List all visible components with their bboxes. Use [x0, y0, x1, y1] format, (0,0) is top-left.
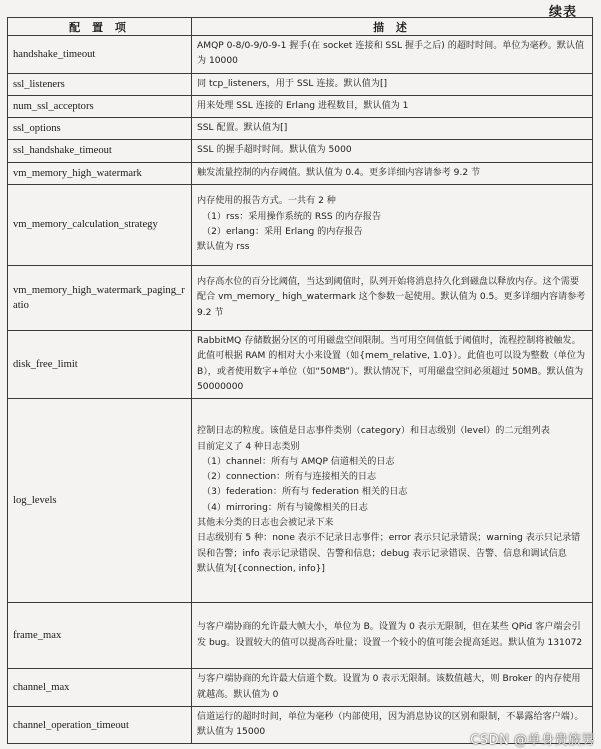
config-key-cell: ssl_handshake_timeout	[8, 140, 192, 162]
description-line: RabbitMQ 存储数据分区的可用磁盘空间限制。当可用空间值低于阈值时，流程控制将被触发。此值可根据 RAM 的相对大小来设置（如{mem_relative, 1.0}）。此值也可以设为整数（单位为 B），或者使用数字+单位（如“50MB”）。默认情况下，可用磁盘空间必须超过 50MB。默认值为 50000000	[197, 336, 586, 392]
description-line: 日志级别有 5 种：none 表示不记录日志事件；error 表示只记录错误；warning 表示只记录错误和告警；info 表示记录错误、告警和信息；debug 表示记录错误、告警、信息和调试信息	[197, 533, 581, 559]
description-line: 用来处理 SSL 连接的 Erlang 进程数目，默认值为 1	[197, 100, 409, 111]
config-key-cell: channel_operation_timeout	[8, 706, 192, 744]
description-line: 目前定义了 4 种日志类别	[197, 441, 300, 452]
description-line: 其他未分类的日志也会被记录下来	[197, 518, 334, 529]
config-key-cell: num_ssl_acceptors	[8, 95, 192, 117]
config-table	[7, 17, 593, 744]
config-description-cell	[192, 140, 593, 162]
description-line: （2）erlang：采用 Erlang 的内存报告	[202, 227, 363, 238]
description-line: 内存使用的报告方式。一共有 2 种	[197, 196, 336, 207]
config-key-cell: ssl_listeners	[8, 73, 192, 95]
description-line: （3）federation：所有与 federation 相关的日志	[202, 487, 408, 498]
description-line: （1）rss：采用操作系统的 RSS 的内存报告	[202, 211, 382, 222]
description-line: 与客户端协商的允许最大帧大小，单位为 B。设置为 0 表示无限制，但在某些 QPid 客户端会引发 bug。设置较大的值可以提高吞吐量；设置一个较小的值可能会提高延迟。默认值为 131072	[197, 622, 583, 648]
table-row	[8, 162, 593, 184]
config-description-cell	[192, 95, 593, 117]
config-description-cell	[192, 118, 593, 140]
config-description-cell	[192, 185, 593, 266]
table-row	[8, 95, 593, 117]
description-line: （1）channel：所有与 AMQP 信道相关的日志	[202, 456, 395, 467]
table-row	[8, 331, 593, 399]
description-line: 内存高水位的百分比阈值，当达到阈值时，队列开始将消息持久化到磁盘以释放内存。这个需要配合 vm_memory_ high_watermark 这个参数一起使用。默认值为 0.5。更多详细内容请参考 9.2 节	[197, 277, 586, 318]
description-line: 同 tcp_listeners，用于 SSL 连接。默认值为[]	[197, 78, 388, 89]
config-description-cell	[192, 73, 593, 95]
config-description-cell	[192, 331, 593, 399]
watermark: CSDN @单身贵族男	[470, 733, 595, 748]
table-row	[8, 399, 593, 603]
config-key-cell: vm_memory_high_watermark	[8, 162, 192, 184]
description-line: 默认值为 rss	[197, 242, 250, 253]
config-key-cell: frame_max	[8, 603, 192, 669]
description-line: 与客户端协商的允许最大信道个数。设置为 0 表示无限制。该数值越大，则 Broker 的内存使用就越高。默认值为 0	[197, 674, 581, 700]
config-key-cell: disk_free_limit	[8, 331, 192, 399]
table-row	[8, 140, 593, 162]
config-key-cell: vm_memory_calculation_strategy	[8, 185, 192, 266]
table-header-row	[8, 18, 593, 36]
continued-label: 续表	[548, 5, 577, 20]
table-row	[8, 603, 593, 669]
config-key-cell: log_levels	[8, 399, 192, 603]
header-config-item: 配 置 项	[8, 18, 192, 36]
table-row	[8, 669, 593, 707]
description-line: AMQP 0-8/0-9/0-9-1 握手(在 socket 连接和 SSL 握手之后) 的超时时间。单位为毫秒。默认值为 10000	[197, 41, 585, 67]
description-line: （2）connection：所有与连接相关的日志	[202, 472, 377, 483]
config-description-cell	[192, 603, 593, 669]
config-description-cell	[192, 669, 593, 707]
config-key-cell: vm_memory_high_watermark_paging_ratio	[8, 266, 192, 331]
description-line: SSL 的握手超时时间。默认值为 5000	[197, 145, 352, 156]
description-line: （4）mirroring：所有与镜像相关的日志	[202, 502, 368, 513]
header-description: 描 述	[192, 18, 593, 36]
description-line: 控制日志的粒度。该值是日志事件类别（category）和日志级别（level）的二元组列表	[197, 426, 550, 437]
config-description-cell	[192, 36, 593, 74]
table-row	[8, 266, 593, 331]
config-key-cell: handshake_timeout	[8, 36, 192, 74]
config-key-cell: ssl_options	[8, 118, 192, 140]
description-line: 默认值为[{connection, info}]	[197, 563, 325, 574]
config-description-cell	[192, 162, 593, 184]
description-line: 信道运行的超时时间，单位为毫秒（内部使用，因为消息协议的区别和限制，不暴露给客户端）。默认值为 15000	[197, 711, 584, 738]
description-line: 触发流量控制的内存阈值。默认值为 0.4。更多详细内容请参考 9.2 节	[197, 167, 481, 178]
table-row	[8, 73, 593, 95]
config-description-cell	[192, 399, 593, 603]
config-description-cell	[192, 266, 593, 331]
table-row	[8, 36, 593, 74]
table-row	[8, 185, 593, 266]
table-body	[8, 36, 593, 744]
table-row	[8, 118, 593, 140]
description-line: SSL 配置。默认值为[]	[197, 123, 288, 134]
config-key-cell: channel_max	[8, 669, 192, 707]
